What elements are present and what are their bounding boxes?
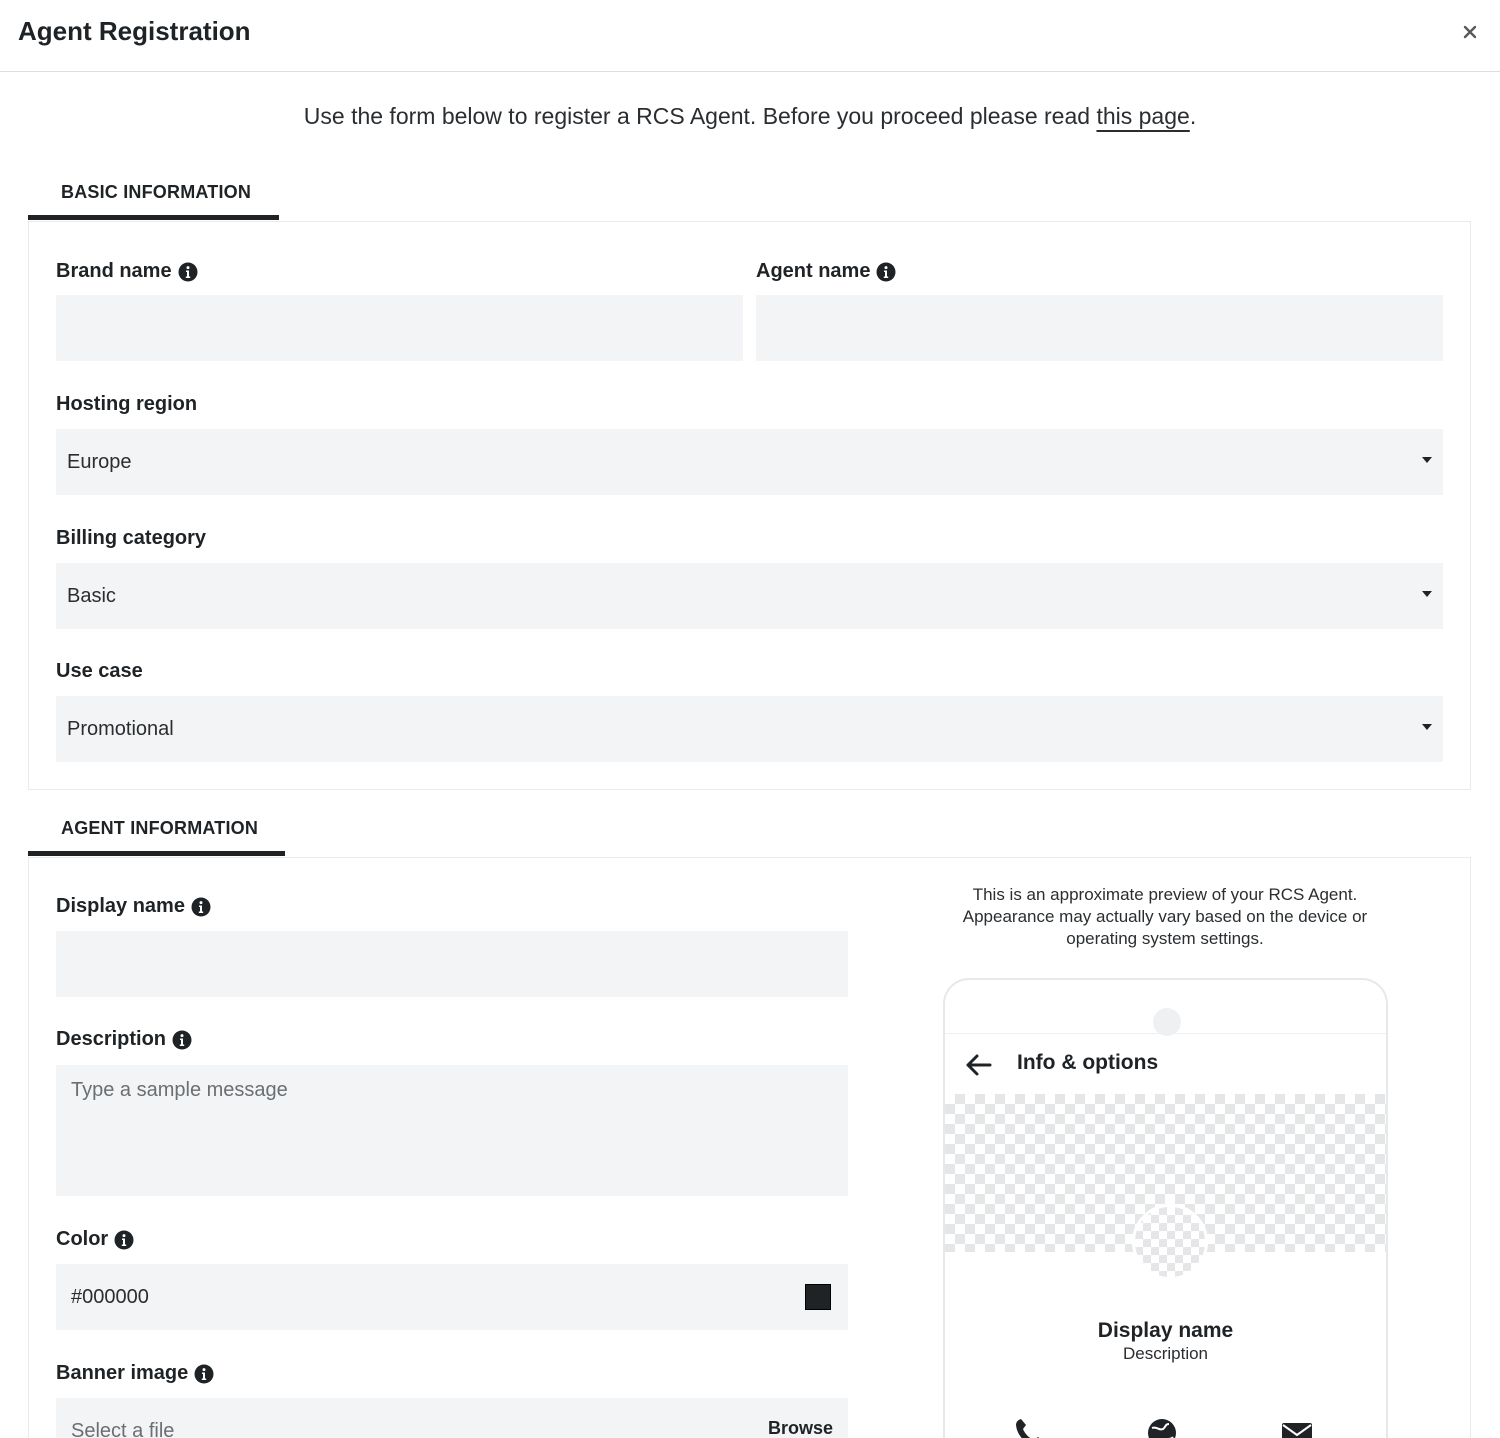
use-case-value: Promotional	[67, 717, 174, 740]
close-button[interactable]	[1458, 20, 1482, 44]
preview-display-name: Display name	[1097, 1319, 1234, 1342]
tab-basic-information[interactable]: BASIC INFORMATION	[28, 172, 279, 220]
color-label-text: Color	[56, 1228, 109, 1250]
preview-description: Description	[1122, 1344, 1209, 1363]
billing-category-label: Billing category	[56, 527, 207, 549]
intro-text	[0, 103, 1500, 130]
agent-name-label-text: Agent name	[756, 260, 871, 282]
chevron-down-icon	[1422, 724, 1432, 730]
chevron-down-icon	[1422, 591, 1432, 597]
banner-image-placeholder: Select a file	[71, 1419, 175, 1438]
display-name-input[interactable]	[56, 931, 848, 997]
description-label-text: Description	[56, 1028, 167, 1050]
brand-name-input[interactable]	[56, 295, 743, 361]
display-name-label	[56, 895, 211, 918]
phone-icon	[1013, 1416, 1047, 1438]
email-icon	[1280, 1416, 1314, 1438]
color-label	[56, 1228, 134, 1251]
color-swatch[interactable]	[805, 1284, 831, 1310]
use-case-label: Use case	[56, 660, 143, 682]
avatar	[1132, 1204, 1208, 1280]
agent-name-input[interactable]	[756, 295, 1443, 361]
preview-note	[930, 884, 1400, 950]
use-case-select[interactable]	[56, 696, 1443, 762]
phone-preview	[943, 978, 1388, 1438]
phone-divider	[945, 1033, 1386, 1034]
color-input[interactable]	[56, 1264, 848, 1330]
this-page-link[interactable]: this page	[1096, 103, 1190, 129]
hosting-region-label: Hosting region	[56, 393, 198, 415]
phone-header-title: Info & options	[1017, 1051, 1159, 1074]
browse-button[interactable]: Browse	[767, 1418, 833, 1438]
close-icon	[1458, 20, 1482, 44]
tab-agent-information[interactable]: AGENT INFORMATION	[28, 808, 285, 856]
description-label	[56, 1028, 192, 1051]
banner-image-label-text: Banner image	[56, 1362, 189, 1384]
back-arrow-icon	[963, 1050, 993, 1080]
info-icon[interactable]	[191, 897, 211, 917]
info-icon[interactable]	[876, 262, 896, 282]
hosting-region-value: Europe	[67, 450, 132, 473]
modal-header	[0, 0, 1500, 72]
color-value: #000000	[71, 1285, 149, 1308]
billing-category-select[interactable]	[56, 563, 1443, 629]
agent-name-label	[756, 260, 896, 283]
billing-category-value: Basic	[67, 584, 116, 607]
chevron-down-icon	[1422, 457, 1432, 463]
intro-sentence: Use the form below to register a RCS Agent. Before you proceed please read	[303, 103, 1097, 129]
banner-image-file-input[interactable]	[56, 1398, 848, 1438]
globe-icon	[1145, 1416, 1179, 1438]
banner-image-label	[56, 1362, 214, 1385]
description-textarea[interactable]: Type a sample message	[56, 1065, 848, 1196]
hosting-region-select[interactable]	[56, 429, 1443, 495]
brand-name-label	[56, 260, 198, 283]
preview-note-line: operating system settings.	[1066, 929, 1264, 948]
info-icon[interactable]	[194, 1364, 214, 1384]
intro-suffix: .	[1189, 103, 1197, 129]
display-name-label-text: Display name	[56, 895, 185, 917]
preview-note-line: Appearance may actually vary based on the device or	[962, 907, 1368, 926]
preview-note-line: This is an approximate preview of your RCS Agent.	[972, 885, 1358, 904]
info-icon[interactable]	[178, 262, 198, 282]
info-icon[interactable]	[114, 1230, 134, 1250]
modal-title: Agent Registration	[18, 16, 251, 46]
info-icon[interactable]	[172, 1030, 192, 1050]
brand-name-label-text: Brand name	[56, 260, 172, 282]
phone-camera	[1153, 1008, 1181, 1036]
